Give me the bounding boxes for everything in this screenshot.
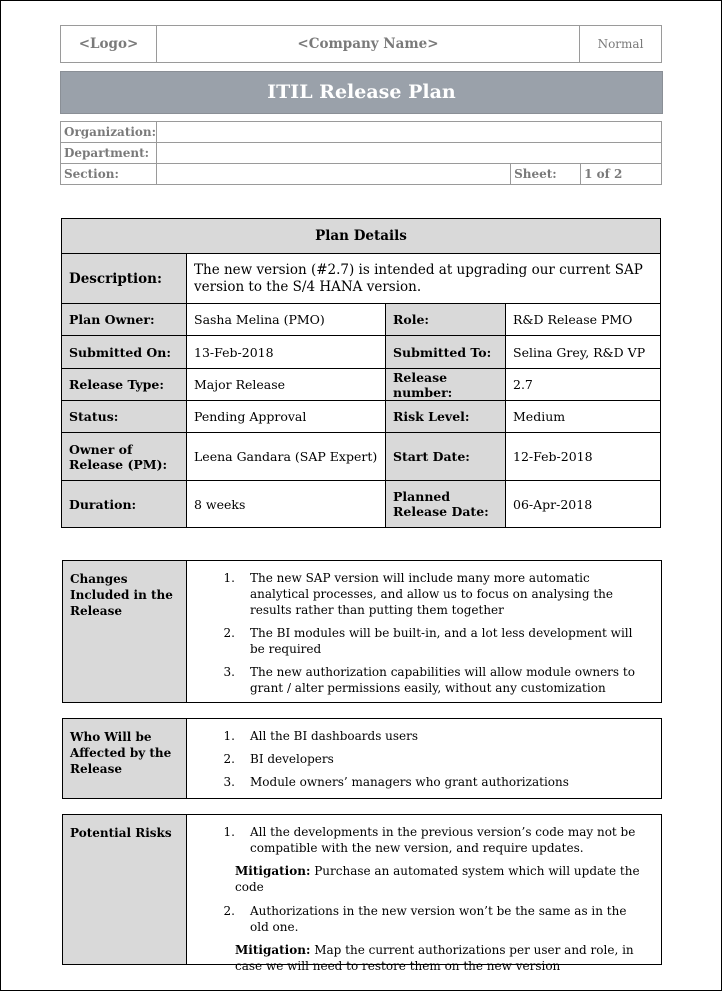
affected-item-text: All the BI dashboards users [250,729,419,743]
affected-item-text: BI developers [250,752,334,766]
status-label: Status: [62,401,187,433]
list-item: 3. The new authorization capabilities will allow module owners to grant / alter permissions easily, without any customization [187,664,647,696]
company-name: <Company Name> [157,26,580,63]
department-value[interactable] [157,143,662,164]
affected-section [62,718,662,799]
list-item: 1. All the developments in the previous version’s code may not be compatible with the new version, and require updates. [187,824,647,856]
document-title: ITIL Release Plan [60,71,663,114]
status-value: Pending Approval [187,401,386,433]
owner-of-release-label: Owner of Release (PM): [62,433,187,481]
plan-details-heading: Plan Details [62,219,661,254]
planned-release-date-label: Planned Release Date: [386,481,506,528]
release-number-label: Release number: [386,369,506,401]
list-item: 3. Module owners’ managers who grant authorizations [187,774,647,790]
owner-of-release-value: Leena Gandara (SAP Expert) [187,433,386,481]
description-label: Description: [62,254,187,304]
mitigation-text: Purchase an automated system which will update the code [235,864,640,894]
affected-label: Who Will be Affected by the Release [63,719,187,798]
list-item: 1. All the BI dashboards users [187,728,647,744]
logo-placeholder: <Logo> [61,26,157,63]
plan-details-table [61,218,661,528]
release-type-label: Release Type: [62,369,187,401]
list-item: 2. The BI modules will be built-in, and a lot less development will be required [187,625,647,657]
mitigation-label: Mitigation: [235,864,311,878]
risks-list [187,815,661,973]
duration-value: 8 weeks [187,481,386,528]
release-type-value: Major Release [187,369,386,401]
risk-item-text: All the developments in the previous version’s code may not be compatible with the new version, and require updates. [250,825,636,855]
changes-label: Changes Included in the Release [63,561,187,702]
submitted-on-label: Submitted On: [62,336,187,369]
duration-label: Duration: [62,481,187,528]
risk-level-value: Medium [506,401,661,433]
role-value: R&D Release PMO [506,304,661,336]
sheet-value: 1 of 2 [581,164,662,185]
risk-item-text: Authorizations in the new version won’t be the same as in the old one. [250,904,627,934]
mitigation-label: Mitigation: [235,943,311,957]
affected-item-text: Module owners’ managers who grant authorizations [250,775,569,789]
risks-section [62,814,662,973]
organization-value[interactable] [157,122,662,143]
mitigation-note [235,863,647,895]
header-table [60,25,662,63]
changes-list [187,561,661,702]
sheet-label: Sheet: [511,164,581,185]
changes-section [62,560,662,703]
changes-item-text: The BI modules will be built-in, and a lot less development will be required [250,626,633,656]
role-label: Role: [386,304,506,336]
start-date-value: 12-Feb-2018 [506,433,661,481]
release-number-value: 2.7 [506,369,661,401]
plan-owner-value: Sasha Melina (PMO) [187,304,386,336]
list-item: 2. BI developers [187,751,647,767]
risk-level-label: Risk Level: [386,401,506,433]
section-value[interactable] [157,164,511,185]
organization-label: Organization: [61,122,157,143]
section-label: Section: [61,164,157,185]
submitted-to-value: Selina Grey, R&D VP [506,336,661,369]
changes-item-text: The new SAP version will include many more automatic analytical processes, and allow us to focus on analysing the results rather than putting them together [250,571,613,617]
submitted-on-value: 13-Feb-2018 [187,336,386,369]
plan-owner-label: Plan Owner: [62,304,187,336]
risks-label: Potential Risks [63,815,187,964]
style-label: Normal [580,26,662,63]
list-item: 2. Authorizations in the new version won’t be the same as in the old one. [187,903,647,935]
mitigation-note [235,942,647,974]
planned-release-date-value: 06-Apr-2018 [506,481,661,528]
affected-list [187,719,661,798]
meta-table [60,121,662,185]
description-value: The new version (#2.7) is intended at upgrading our current SAP version to the S/4 HANA version. [187,254,661,304]
list-item: 1. The new SAP version will include many more automatic analytical processes, and allow us to focus on analysing the results rather than putting them together [187,570,647,618]
changes-item-text: The new authorization capabilities will allow module owners to grant / alter permissions easily, without any customization [250,665,635,695]
start-date-label: Start Date: [386,433,506,481]
submitted-to-label: Submitted To: [386,336,506,369]
mitigation-text: Map the current authorizations per user and role, in case we will need to restore them on the new version [235,943,634,973]
department-label: Department: [61,143,157,164]
